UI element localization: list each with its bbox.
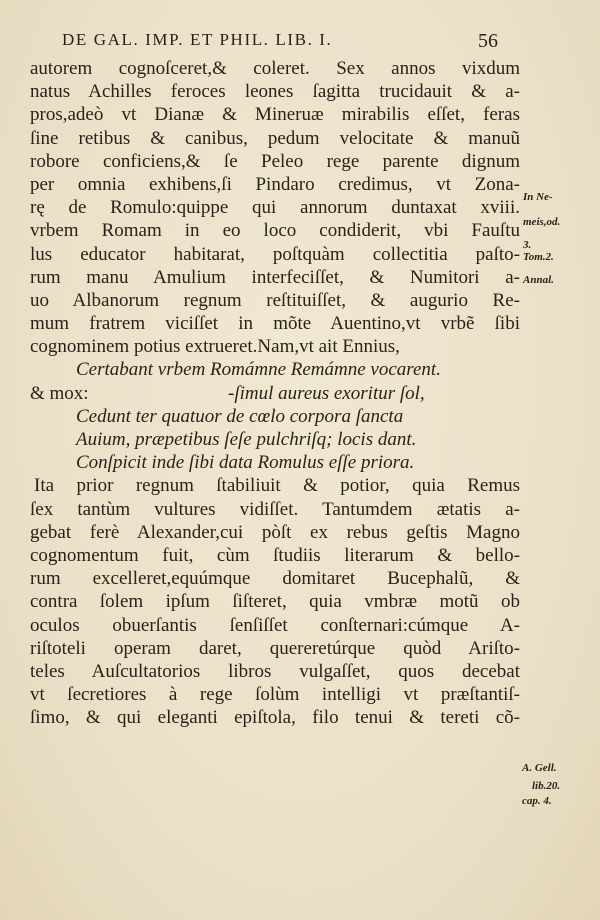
verse-line: Certabant vrbem Romámne Remámne vocarent. xyxy=(76,359,441,381)
text-line: contra ſolem ipſum ſiſteret, quia vmbræ motũ ob xyxy=(30,591,520,613)
text-line: gebat ferè Alexander,cui pòſt ex rebus geſtis Magno xyxy=(30,521,520,543)
text-line: per omnia exhibens,ſi Pindaro credimus, vt Zona- xyxy=(30,173,520,195)
text-line: teles Auſcultatorios libros vulgaſſet, quos decebat xyxy=(30,660,520,682)
verse-line: Cedunt ter quatuor de cœlo corpora ſancta xyxy=(76,405,404,427)
text-line: Ita prior regnum ſtabiliuit & potior, quia Remus xyxy=(34,475,520,497)
margin-note: A. Gell. xyxy=(522,762,557,774)
margin-note: lib.20. xyxy=(532,780,561,792)
text-line: cognomentum fuit, cùm ſtudiis literarum & bello- xyxy=(30,544,520,566)
margin-note: In Ne- xyxy=(523,191,553,203)
text-line: rę de Romulo:quippe qui annorum duntaxat xviii. xyxy=(30,197,520,219)
text-line: ſimo, & qui eleganti epiſtola, filo tenui & tereti cõ- xyxy=(30,707,520,729)
text-line: robore conficiens,& ſe Peleo rege parente dignum xyxy=(30,150,520,172)
margin-note: cap. 4. xyxy=(522,795,552,807)
text-line: cognominem potius extrueret.Nam,vt ait Ennius, xyxy=(30,336,400,358)
text-line: mum fratrem viciſſet in mõte Auentino,vt vrbẽ ſibi xyxy=(30,313,520,335)
text-line: pros,adeò vt Dianæ & Mineruæ mirabilis eſſet, feras xyxy=(30,104,520,126)
running-header: DE GAL. IMP. ET PHIL. LIB. I. xyxy=(62,30,333,49)
verse-line-with-mox xyxy=(30,382,520,405)
text-line: riſtoteli operam daret, quereretúrque quòd Ariſto- xyxy=(30,637,520,659)
text-line: ſine retibus & canibus, pedum velocitate & manuũ xyxy=(30,127,520,149)
text-line: natus Achilles feroces leones ſagitta trucidauit & a- xyxy=(30,81,520,103)
text-line: vrbem Romam in eo loco condiderit, vbi Fauſtu xyxy=(30,220,520,242)
verse-fragment: -ſimul aureus exoritur ſol, xyxy=(228,382,425,404)
page-number: 56 xyxy=(478,30,498,52)
margin-note: Annal. xyxy=(523,274,554,286)
text-line: autorem cognoſceret,& coleret. Sex annos vixdum xyxy=(30,58,520,79)
text-line: uo Albanorum regnum reſtituiſſet, & augurio Re- xyxy=(30,289,520,311)
verse-line: Conſpicit inde ſibi data Romulus eſſe priora. xyxy=(76,452,415,474)
text-line: rum manu Amulium interfeciſſet, & Numitori a- xyxy=(30,266,520,288)
text-line: lus educator habitarat, poſtquàm collectitia paſto- xyxy=(30,243,520,265)
mox-label: & mox: xyxy=(30,382,89,404)
text-line: vt ſecretiores à rege ſolùm intelligi vt præſtantiſ- xyxy=(30,684,520,706)
text-line: oculos obuerſantis ſenſiſſet conſternari:cúmque A- xyxy=(30,614,520,636)
verse-line: Auium, præpetibus ſeſe pulchriſq; locis dant. xyxy=(76,429,417,450)
text-line: ſex tantùm vultures vidiſſet. Tantumdem ætatis a- xyxy=(30,498,520,520)
main-text-block xyxy=(30,57,520,729)
margin-note: 3. xyxy=(523,239,532,251)
text-line: rum excelleret,equúmque domitaret Bucephalũ, & xyxy=(30,568,520,590)
margin-note: Tom.2. xyxy=(523,251,554,263)
margin-note: meis,od. xyxy=(523,216,561,228)
